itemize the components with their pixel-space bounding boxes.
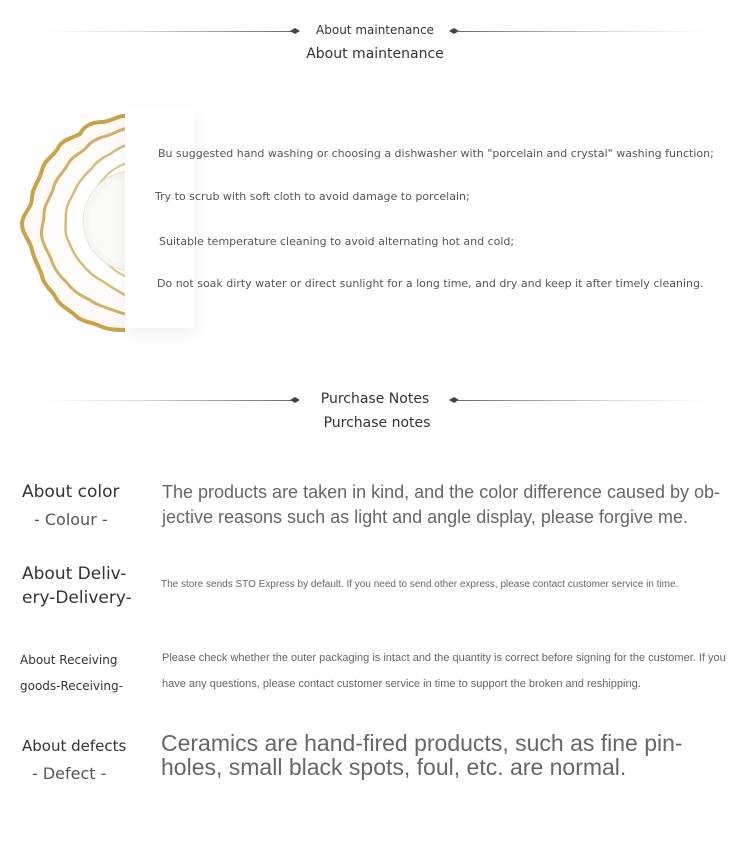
header-rule-right xyxy=(457,31,712,32)
purchase-title: Purchase Notes xyxy=(320,391,430,407)
maintenance-title: About maintenance xyxy=(316,23,434,37)
color-text-line: The products are taken in kind, and the color difference caused by ob- xyxy=(162,482,721,502)
maintenance-header xyxy=(0,18,747,78)
color-sublabel: - Colour - xyxy=(34,510,108,529)
defects-text-line: Ceramics are hand-fired products, such as fine pin- xyxy=(161,730,683,756)
receiving-label-line: About Receiving xyxy=(20,653,118,667)
header-rule-right xyxy=(457,400,712,401)
color-text-line: jective reasons such as light and angle display, please forgive me. xyxy=(162,507,688,527)
defects-label: About defects xyxy=(22,737,127,755)
receiving-label-line: goods-Receiving- xyxy=(20,679,123,693)
receiving-text xyxy=(162,645,726,697)
delivery-label xyxy=(22,562,132,610)
delivery-label-line: ery-Delivery- xyxy=(22,588,132,608)
receiving-label xyxy=(20,647,123,699)
purchase-header xyxy=(0,388,747,448)
delivery-text: The store sends STO Express by default. If you need to send other express, please contact customer service in time. xyxy=(161,579,679,590)
color-text xyxy=(162,480,720,530)
maintenance-line: Try to scrub with soft cloth to avoid damage to porcelain; xyxy=(155,190,470,203)
defects-sublabel: - Defect - xyxy=(32,764,107,783)
maintenance-line: Suitable temperature cleaning to avoid alternating hot and cold; xyxy=(159,235,515,248)
delivery-label-line: About Deliv- xyxy=(22,564,127,584)
maintenance-subtitle: About maintenance xyxy=(306,46,444,62)
purchase-subtitle: Purchase notes xyxy=(323,415,431,431)
receiving-text-line: Please check whether the outer packaging is intact and the quantity is correct before signing for the customer. If you xyxy=(162,652,726,664)
defects-text xyxy=(161,731,683,779)
header-rule-left xyxy=(40,31,292,32)
color-label: About color xyxy=(22,482,120,502)
receiving-text-line: have any questions, please contact customer service in time to support the broken and reshipping. xyxy=(162,678,641,690)
defects-text-line: holes, small black spots, foul, etc. are normal. xyxy=(161,754,627,780)
plate-shadow-card xyxy=(125,108,195,328)
plate-image xyxy=(18,108,188,338)
maintenance-line: Bu suggested hand washing or choosing a dishwasher with "porcelain and crystal" washing function; xyxy=(158,147,714,160)
maintenance-line: Do not soak dirty water or direct sunlight for a long time, and dry and keep it after timely cleaning. xyxy=(157,277,704,290)
header-rule-left xyxy=(40,400,292,401)
